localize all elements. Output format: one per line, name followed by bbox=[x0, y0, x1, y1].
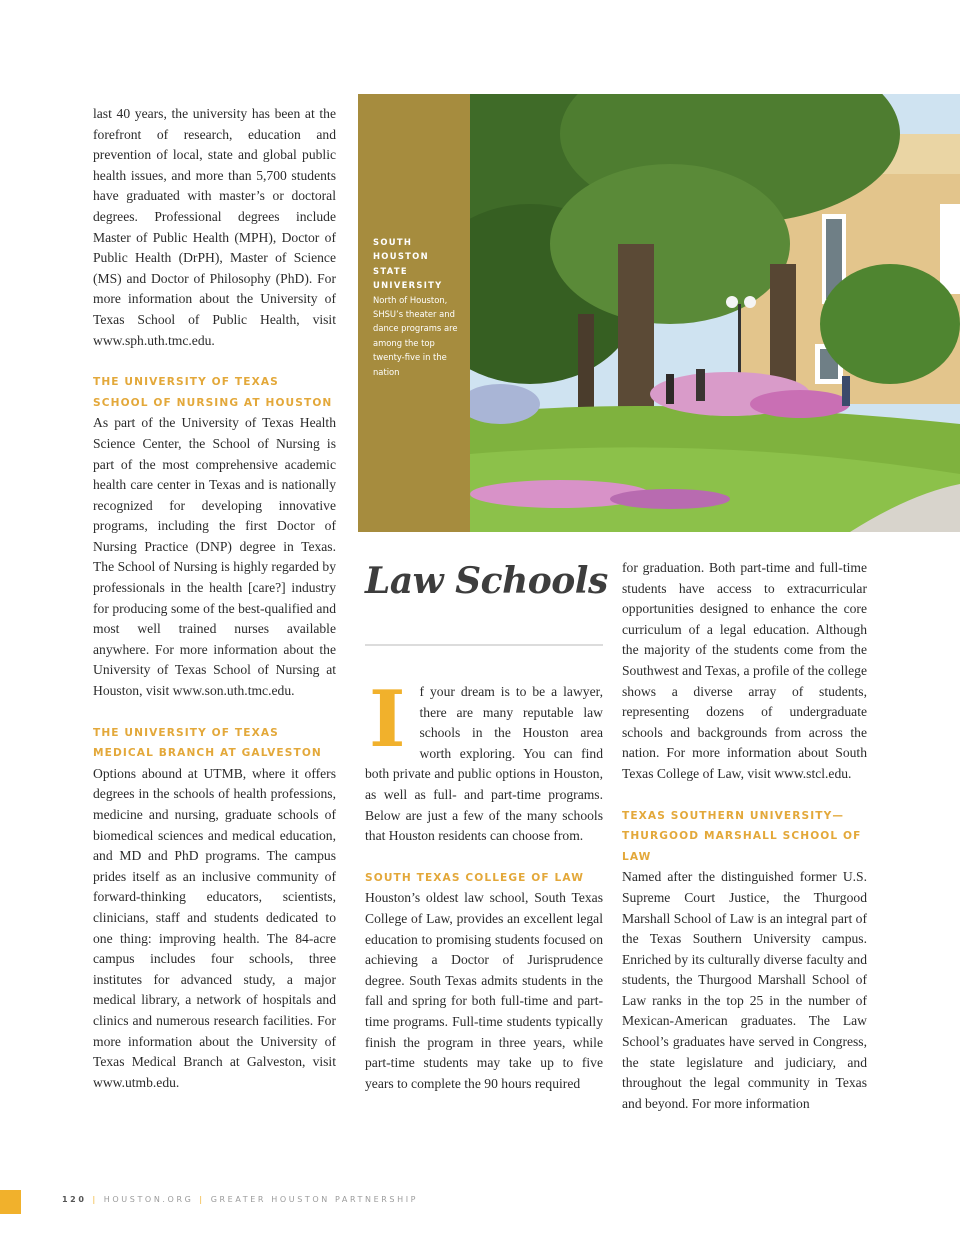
intro-paragraph: last 40 years, the university has been at the forefront of research, education and prevention of local, state and global public health issues, and more than 5,700 students have graduated with master’s or doctoral degrees. Professional degrees include Master of Public Health (MPH), Doctor of Public Health (DrPH), Master of Science (MS) and Doctor of Philosophy (PhD). For more information about the University of Texas School of Public Health, visit www.sph.uth.tmc.edu. bbox=[93, 106, 336, 348]
caption-text: North of Houston, SHSU’s theater and dance programs are among the top twenty-five in the nation bbox=[373, 294, 458, 377]
drop-cap: I bbox=[369, 674, 406, 765]
nursing-paragraph: As part of the University of Texas Health Science Center, the School of Nursing is part of the most comprehensive academic health care center in Texas and is nationally recognized for developing innovative programs, including the first Doctor of Nursing Practice (DNP) degree in Texas. The School of Nursing is highly regarded by professionals in the health [care?] industry for producing some of the best-qualified and most well trained nurses available anywhere. For more information about the University of Texas School of Nursing at Houston, visit www.son.uth.tmc.edu. bbox=[93, 415, 336, 699]
utmb-paragraph: Options abound at UTMB, where it offers degrees in the schools of health professions, medicine and nursing, graduate schools of biomedical sciences and medical education, and MD and PhD programs. The campus prides itself as an inclusive community of forward-thinking educators, scientists, clinicians, staff and students dedicated to one thing: improving health. The 84-acre campus includes four schools, three institutes for advanced study, a major medical library, a network of hospitals and clinics and numerous research facilities. For more information about the University of Texas Medical Branch at Galveston, visit www.utmb.edu. bbox=[93, 765, 336, 1090]
page-edge-tab bbox=[0, 1190, 21, 1214]
caption-title: SOUTH HOUSTON STATE UNIVERSITY bbox=[373, 237, 443, 291]
stcl-heading: SOUTH TEXAS COLLEGE OF LAW bbox=[365, 871, 584, 884]
campus-photo bbox=[470, 94, 960, 532]
footer-site: HOUSTON.ORG bbox=[103, 1195, 194, 1204]
stcl-continued-paragraph: for graduation. Both part-time and full-time students have access to extracurricular opportunities designed to enhance the core curriculum of a legal education. Although the majority of the students come from the Southwest and Texas, a profile of the college shows a diverse array of students, representing dozens of undergraduate schools and backgrounds from across the nation. For more information about South Texas College of Law, visit www.stcl.edu. bbox=[622, 560, 867, 781]
middle-column bbox=[365, 674, 603, 1094]
stcl-paragraph: Houston’s oldest law school, South Texas College of Law, provides an excellent legal education to promising students focused on achieving a Doctor of Jurisprudence degree. South Texas admits students in the fall and spring for both full-time and part-time programs. Full-time students typically finish the program in three years, while part-time students may take up to five years to complete the 90 hours required bbox=[365, 890, 603, 1091]
tsu-heading-line1: TEXAS SOUTHERN UNIVERSITY— bbox=[622, 809, 845, 822]
footer-separator: | bbox=[199, 1195, 205, 1204]
utmb-heading-line2: MEDICAL BRANCH AT GALVESTON bbox=[93, 747, 322, 760]
nursing-heading-line2: SCHOOL OF NURSING AT HOUSTON bbox=[93, 396, 333, 409]
left-column bbox=[93, 104, 336, 1093]
page-footer bbox=[62, 1195, 418, 1204]
photo-caption bbox=[373, 235, 465, 379]
intro-paragraph-law bbox=[365, 674, 603, 847]
nursing-heading-line1: THE UNIVERSITY OF TEXAS bbox=[93, 376, 279, 389]
page-number: 120 bbox=[62, 1195, 87, 1204]
campus-photo-illustration bbox=[470, 94, 960, 532]
tsu-paragraph: Named after the distinguished former U.S. Supreme Court Justice, the Thurgood Marshall School of Law is an integral part of the Texas Southern University campus. Enriched by its culturally diverse faculty and students, the Thurgood Marshall School of Law ranks in the top 25 in the number of Mexican-American graduates. The Law School’s graduates have served in Congress, the state legislature and judiciary, and throughout the legal community in Texas and beyond. For more information bbox=[622, 869, 867, 1111]
utmb-heading-line1: THE UNIVERSITY OF TEXAS bbox=[93, 726, 279, 739]
footer-separator: | bbox=[92, 1195, 98, 1204]
title-divider bbox=[365, 644, 603, 646]
law-intro-text: f your dream is to be a lawyer, there are many reputable law schools in the Houston area worth exploring. You can find both private and public options in Houston, as well as full- and part-time programs. Below are just a few of the many schools that Houston residents can choose from. bbox=[365, 684, 603, 844]
right-column bbox=[622, 558, 867, 1114]
footer-publisher: GREATER HOUSTON PARTNERSHIP bbox=[210, 1195, 419, 1204]
section-title: Law Schools bbox=[365, 560, 608, 602]
tsu-heading-line2: THURGOOD MARSHALL SCHOOL OF LAW bbox=[622, 830, 862, 863]
